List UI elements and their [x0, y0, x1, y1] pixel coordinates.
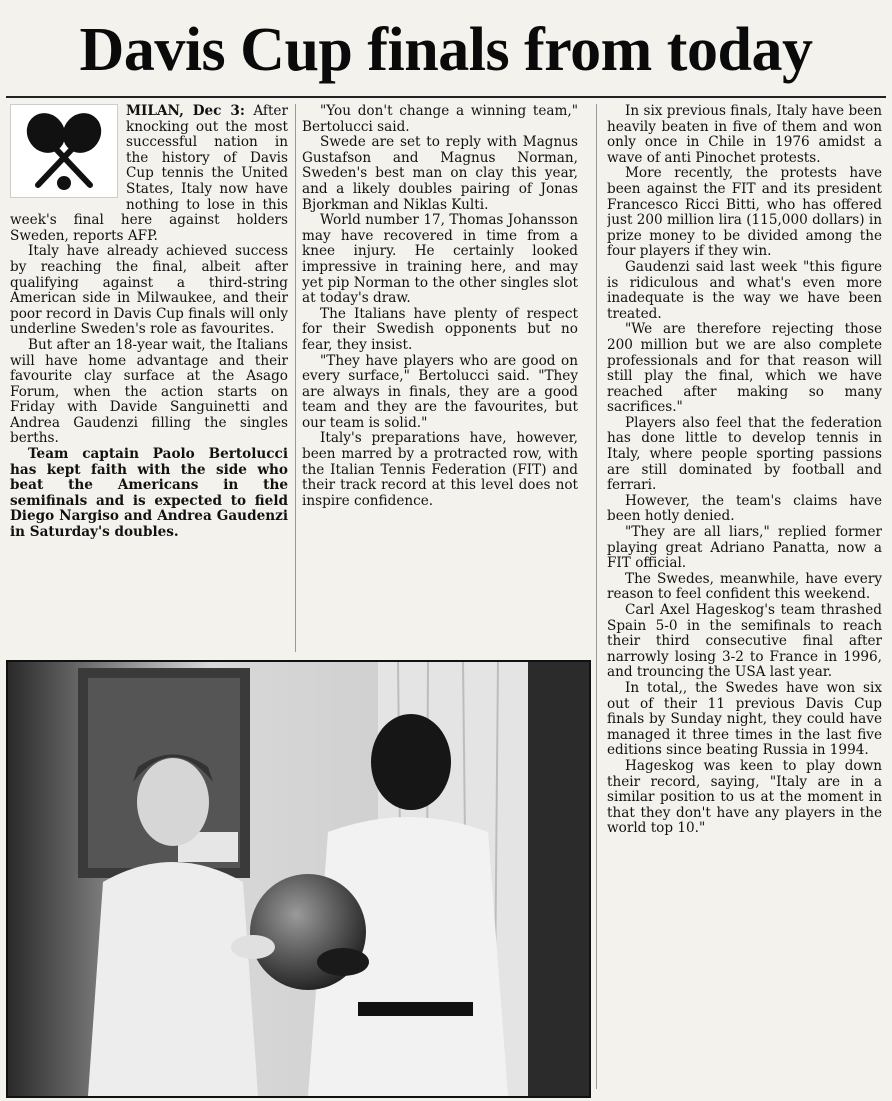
- paragraph: Team captain Paolo Bertolucci has kept faith with the side who beat the Americans in the semifinals and is expected to field Diego Nargiso and Andrea Gaudenzi in Saturday's doubles.: [10, 446, 288, 541]
- article-column-3: [607, 104, 882, 1089]
- paragraph: But after an 18-year wait, the Italians will have home advantage and their favourite clay surface at the Asago Forum, when the action starts on Friday with Davide Sanguinetti and Andrea Gaudenzi filling the singles berths.: [10, 336, 288, 447]
- crossed-tennis-rackets-icon: [10, 104, 118, 198]
- paragraph: In total,, the Swedes have won six out of their 11 previous Davis Cup finals by Sunday night, they could have managed it three times in the last five editions since beating Russia in 1994.: [607, 679, 882, 759]
- paragraph: In six previous finals, Italy have been heavily beaten in five of them and won only once in Chile in 1976 amidst a wave of anti Pinochet protests.: [607, 104, 882, 166]
- paragraph: Swede are set to reply with Magnus Gustafson and Magnus Norman, Sweden's best man on clay this year, and a likely doubles pairing of Jonas Bjorkman and Niklas Kulti.: [302, 134, 578, 213]
- paragraph: "We are therefore rejecting those 200 million but we are also complete professionals and for that reason will still play the final, which we have reached after making so many sacrifices.": [607, 321, 882, 416]
- column-divider: [295, 104, 296, 652]
- paragraph: After knocking out the most successful nation in the history of Davis Cup tennis the United States, Italy now have nothing to lose in this week's final here against holders Sweden, reports AFP.: [10, 104, 288, 244]
- paragraph: The Italians have plenty of respect for their Swedish opponents but no fear, they insist.: [302, 305, 578, 353]
- article-column-2: [302, 104, 578, 652]
- headline: Davis Cup finals from today: [79, 16, 813, 84]
- paragraph: However, the team's claims have been hotly denied.: [607, 492, 882, 525]
- paragraph: The Swedes, meanwhile, have every reason to feel confident this weekend.: [607, 570, 882, 603]
- paragraph: World number 17, Thomas Johansson may have recovered in time from a knee injury. He certainly looked impressive in training here, and may yet pip Norman to the other singles slot at today's draw.: [302, 212, 578, 307]
- paragraph: Italy have already achieved success by reaching the final, albeit after qualifying against a third-string American side in Milwaukee, and their poor record in Davis Cup finals will only underline Sweden's role as favourites.: [10, 243, 288, 338]
- paragraph: "You don't change a winning team," Bertolucci said.: [302, 104, 578, 135]
- paragraph: Players also feel that the federation has done little to develop tennis in Italy, where people sporting passions are still dominated by football and ferrari.: [607, 414, 882, 494]
- paragraph: More recently, the protests have been against the FIT and its president Francesco Ricci Bitti, who has offered just 200 million lira (115,000 dollars) in prize money to be divided among the four players if they win.: [607, 165, 882, 260]
- paragraph: Italy's preparations have, however, been marred by a protracted row, with the Italian Tennis Federation (FIT) and their track record at this level does not inspire confidence.: [302, 430, 578, 509]
- paragraph: Hageskog was keen to play down their record, saying, "Italy are in a similar position to us at the moment in that they don't have any players in the world top 10.": [607, 757, 882, 837]
- paragraph: "They are all liars," replied former playing great Adriano Panatta, now a FIT official.: [607, 524, 882, 572]
- paragraph: "They have players who are good on every surface," Bertolucci said. "They are always in finals, they are a good team and they are the favourites, but our team is solid.": [302, 352, 578, 431]
- column-divider: [596, 104, 597, 1089]
- article-column-1: [10, 104, 288, 652]
- dateline: MILAN, Dec 3:: [126, 104, 245, 119]
- paragraph: Gaudenzi said last week "this figure is ridiculous and what's even more inadequate is the way we have been treated.: [607, 258, 882, 322]
- news-photo: [6, 660, 591, 1098]
- paragraph: Carl Axel Hageskog's team thrashed Spain 5-0 in the semifinals to reach their third consecutive final after narrowly losing 3-2 to France in 1996, and trouncing the USA last year.: [607, 602, 882, 681]
- headline-rule: [6, 96, 886, 98]
